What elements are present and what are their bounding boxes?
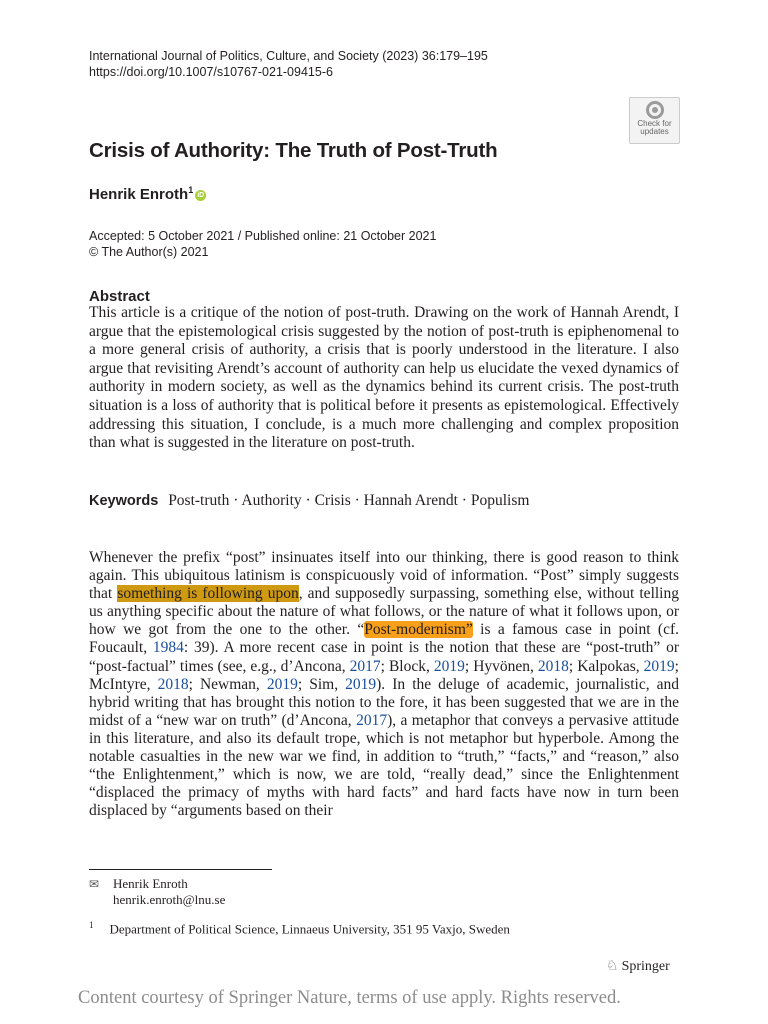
citation-link[interactable]: 2019 (345, 675, 377, 693)
body-text-segment: ; Sim, (297, 675, 346, 693)
body-text-segment: ; Hyvönen, (464, 657, 538, 675)
envelope-icon: ✉ (89, 877, 100, 891)
body-text-segment: : 39). A more recent case in point is the notion that these are “post-truth” or “post-factual” times (see, e.g., d’Ancona, (89, 639, 680, 675)
check-updates-line1: Check for (637, 119, 672, 128)
accepted-published-date: Accepted: 5 October 2021 / Published online: 21 October 2021 (89, 229, 437, 243)
check-for-updates-badge[interactable] (629, 97, 680, 144)
citation-link[interactable]: 2018 (157, 675, 189, 693)
orcid-icon[interactable]: iD (197, 192, 205, 199)
affiliation-text: Department of Political Science, Linnaeus University, 351 95 Vaxjo, Sweden (109, 921, 510, 937)
body-text-segment: , and supposedly surpassing, something else, without telling us anything specific about the nature of what follows, or the nature of what it follows upon, or how we got from the one to the other. “ (89, 585, 679, 639)
body-text-segment: ; McIntyre, (89, 657, 679, 693)
doi-link[interactable]: https://doi.org/10.1007/s10767-021-09415-6 (89, 65, 333, 79)
check-updates-line2: updates (640, 127, 669, 136)
footnote-number: 1 (89, 920, 94, 930)
article-title: Crisis of Authority: The Truth of Post-Truth (89, 139, 498, 162)
abstract-heading: Abstract (89, 288, 150, 305)
body-text-segment: ; Block, (380, 657, 434, 675)
citation-link[interactable]: 2019 (433, 657, 465, 675)
courtesy-watermark: Content courtesy of Springer Nature, terms of use apply. Rights reserved. (78, 988, 621, 1008)
citation-link[interactable]: 2018 (537, 657, 569, 675)
citation-link[interactable]: 1984 (152, 639, 184, 657)
journal-citation: International Journal of Politics, Culture, and Society (2023) 36:179–195 (89, 49, 488, 63)
author-email[interactable]: henrik.enroth@lnu.se (113, 892, 226, 907)
body-text-segment: is a famous case in point (cf. Foucault, (89, 621, 680, 657)
publisher-name: Springer (621, 959, 670, 974)
highlight-following-upon[interactable]: something is following upon (117, 585, 299, 603)
check-updates-icon (646, 101, 664, 119)
highlight-post-modernism[interactable]: Post-modernism” (364, 621, 473, 639)
abstract-text: This article is a critique of the notion of post-truth. Drawing on the work of Hannah Arendt, I argue that the epistemological crisis suggested by the notion of post-truth is epiphenomenal to a more general crisis of authority, a crisis that is poorly understood in the literature. I also argue that revisiting Arendt’s account of authority can help us elucidate the vexed dynamics of authority in modern society, as well as the dynamics behind its current crisis. The post-truth situation is a loss of authority that is political before it presents as epistemological. Effectively addressing this situation, I conclude, is a much more challenging and complex proposition than what is suggested in the literature on post-truth. (89, 304, 679, 452)
keywords-line (89, 492, 529, 510)
footnote-author-name: Henrik Enroth (113, 876, 188, 891)
citation-link[interactable]: 2017 (356, 711, 388, 729)
footnote-divider (89, 869, 272, 870)
body-paragraph (89, 549, 679, 820)
affiliation-footnote (89, 920, 510, 937)
author-line (89, 185, 206, 203)
author-affiliation-marker: 1 (188, 185, 194, 195)
citation-link[interactable]: 2017 (349, 657, 381, 675)
citation-link[interactable]: 2019 (266, 675, 298, 693)
body-text-segment: ; Kalpokas, (568, 657, 644, 675)
springer-logo-icon: ♘ (606, 959, 619, 974)
citation-link[interactable]: 2019 (643, 657, 675, 675)
journal-header (89, 48, 488, 80)
copyright-line: © The Author(s) 2021 (89, 245, 209, 259)
body-text-segment: ; Newman, (188, 675, 267, 693)
body-text-segment: Whenever the prefix “post” insinuates itself into our thinking, there is good reason to think again. This ubiquitous latinism is conspicuously void of information. “Post” simply suggests that (89, 549, 679, 603)
keywords-list: Post-truth · Authority · Crisis · Hannah Arendt · Populism (168, 492, 530, 509)
author-name: Henrik Enroth (89, 186, 189, 203)
body-text-segment: ). In the deluge of academic, journalistic, and hybrid writing that has brought this notion to the fore, it has been suggested that we are in the midst of a “new war on truth” (d’Ancona, (89, 675, 680, 729)
publication-dates (89, 228, 436, 260)
keywords-label: Keywords (89, 493, 159, 509)
corresponding-author-footnote (89, 876, 225, 908)
publisher-mark (606, 958, 670, 975)
body-text-segment: ), a metaphor that conveys a pervasive attitude in this literature, and also its default trope, which is not metaphor but hyperbole. Among the notable casualties in the new war we find, in addition to “truth,” “facts,” and “reason,” also “the Enlightenment,” which is now, we are told, “really dead,” since the Enlightenment “displaced the primacy of myths with hard facts” and hard facts have now in turn been displaced by “arguments based on their (89, 711, 679, 820)
